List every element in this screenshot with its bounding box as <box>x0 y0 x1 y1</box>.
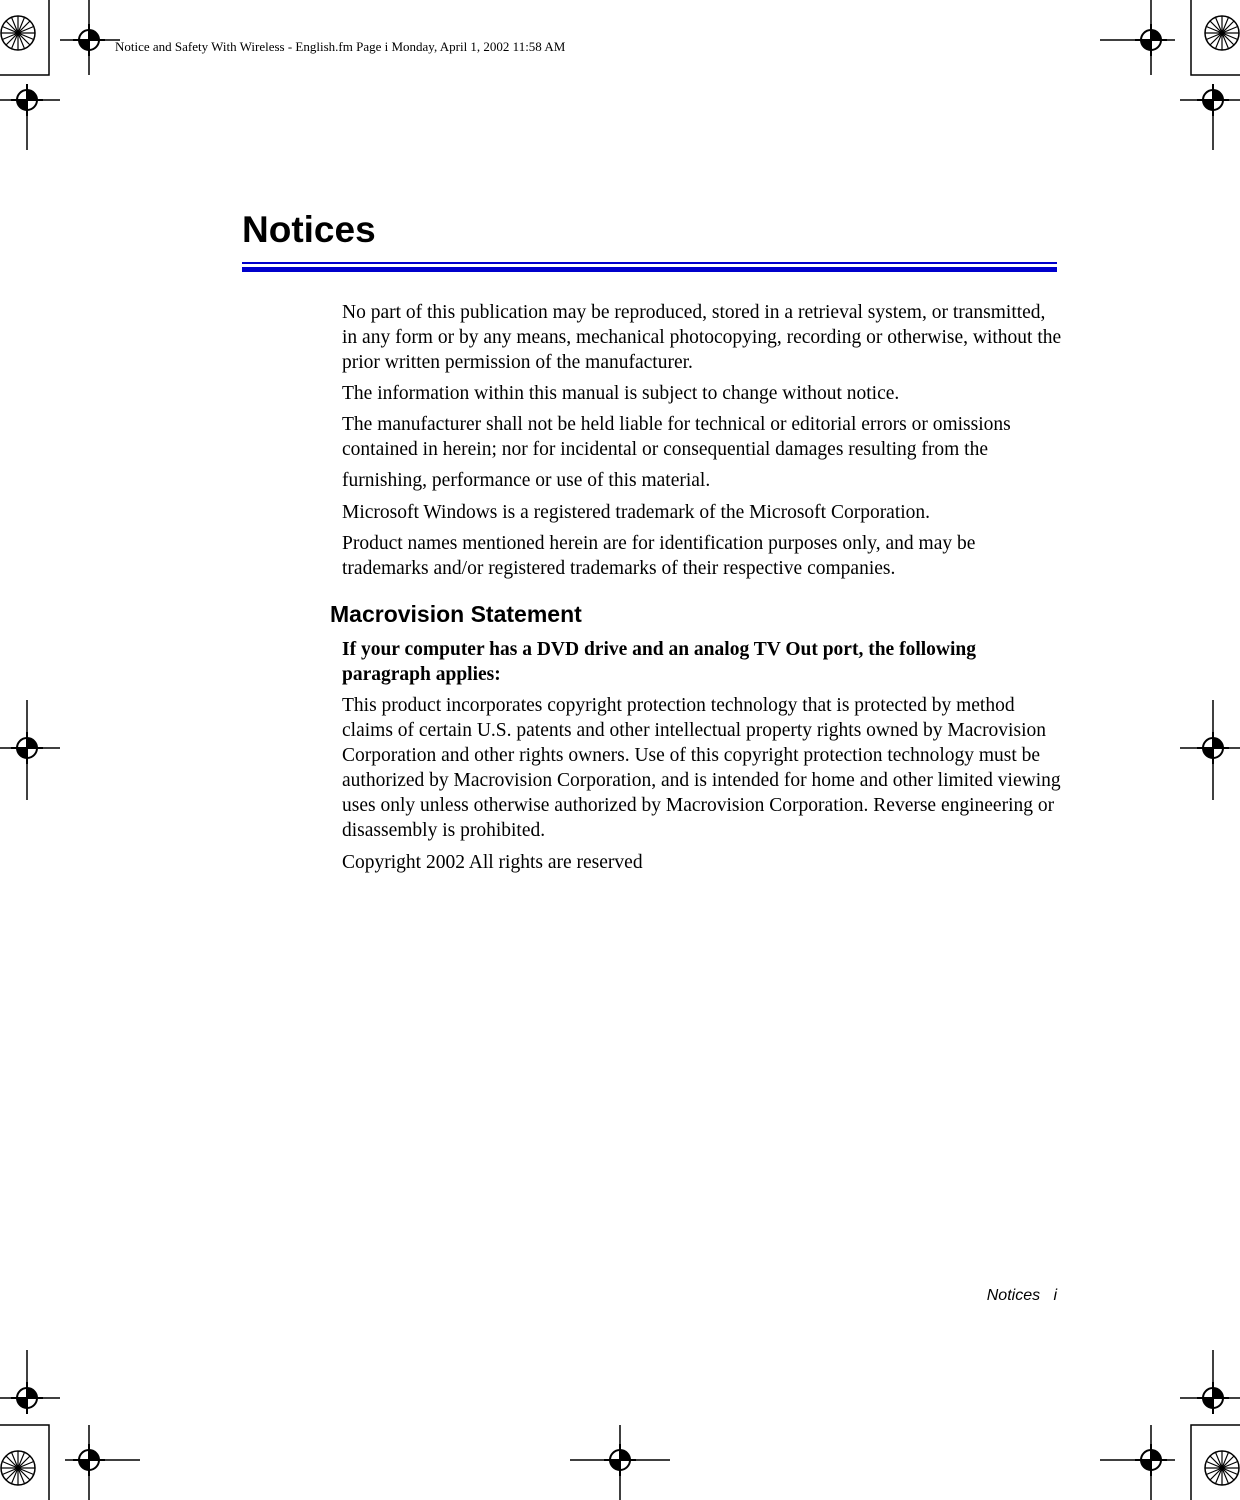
crosshair-registration-icon <box>11 732 43 764</box>
crosshair-registration-icon <box>604 1444 636 1476</box>
notice-paragraph: The information within this manual is subject to change without notice. <box>342 383 900 404</box>
file-slug-header: Notice and Safety With Wireless - English.fm Page i Monday, April 1, 2002 11:58 AM <box>115 39 566 54</box>
notice-paragraph: No part of this publication may be reproduced, stored in a retrieval system, or transmitted, in any form or by any means, mechanical photocopying, recording or otherwise, without the prior written permission of the manufacturer. <box>342 302 1062 373</box>
macrovision-body: This product incorporates copyright protection technology that is protected by method claims of certain U.S. patents and other intellectual property rights owned by Macrovision Corporation and other rights owners. Use of this copyright protection technology must be authorized by Macrovision Corporation, and is intended for home and other limited viewing uses only unless otherwise authorized by Macrovision Corporation. Reverse engineering or disassembly is prohibited. <box>342 695 1061 841</box>
crosshair-registration-icon <box>11 84 43 116</box>
radial-star-target-icon <box>1205 16 1239 50</box>
title-rule-thin <box>242 262 1057 264</box>
crosshair-registration-icon <box>1135 1444 1167 1476</box>
macrovision-intro: If your computer has a DVD drive and an analog TV Out port, the following paragraph applies: <box>342 639 976 685</box>
notice-paragraph: The manufacturer shall not be held liable for technical or editorial errors or omissions contained in herein; nor for incidental or consequential damages resulting from the <box>342 414 1011 460</box>
radial-star-target-icon <box>1205 1451 1239 1485</box>
title-rule-thick <box>242 267 1057 272</box>
notice-paragraph: furnishing, performance or use of this material. <box>342 470 711 491</box>
crosshair-registration-icon <box>1197 84 1229 116</box>
crosshair-registration-icon <box>11 1382 43 1414</box>
page-footer <box>987 1287 1057 1305</box>
crosshair-registration-icon <box>1135 24 1167 56</box>
notice-paragraph: Product names mentioned herein are for identification purposes only, and may be trademarks and/or registered trademarks of their respective companies. <box>342 533 976 579</box>
radial-star-target-icon <box>1 1451 35 1485</box>
crosshair-registration-icon <box>1197 732 1229 764</box>
crosshair-registration-icon <box>73 24 105 56</box>
section-heading-macrovision: Macrovision Statement <box>330 601 582 627</box>
notice-paragraph: Microsoft Windows is a registered trademark of the Microsoft Corporation. <box>342 502 931 523</box>
footer-section-name: Notices <box>986 1287 1041 1304</box>
crosshair-registration-icon <box>1197 1382 1229 1414</box>
page-title: Notices <box>242 209 376 250</box>
radial-star-target-icon <box>1 16 35 50</box>
footer-page-number: i <box>1053 1287 1057 1304</box>
crosshair-registration-icon <box>73 1444 105 1476</box>
copyright-line: Copyright 2002 All rights are reserved <box>342 852 643 873</box>
